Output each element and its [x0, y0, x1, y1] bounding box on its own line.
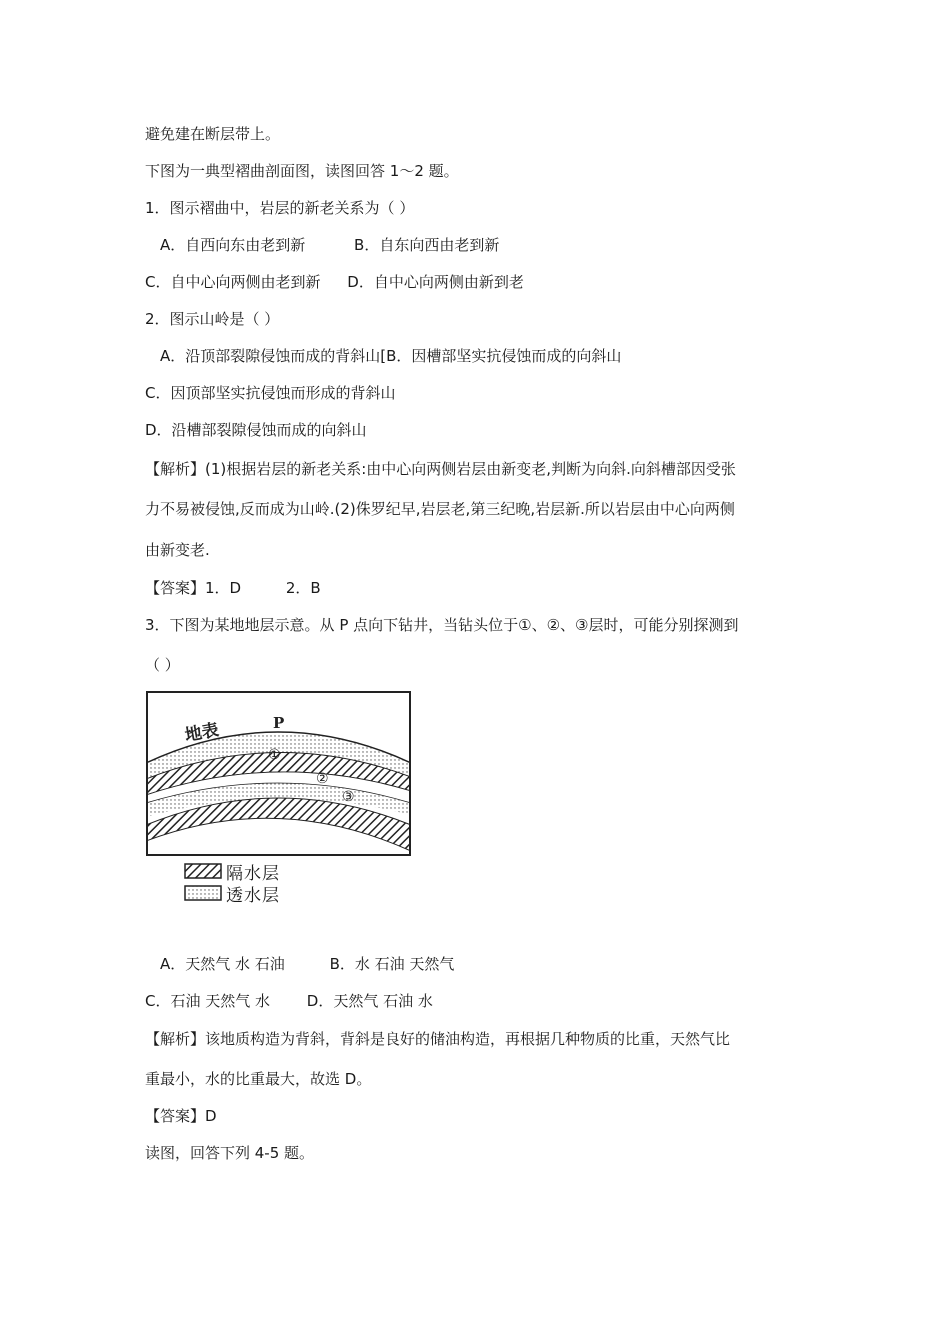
- option-c: C．自中心向两侧由老到新: [145, 273, 321, 291]
- option-d: D．自中心向两侧由新到老: [347, 273, 524, 291]
- hatch-swatch-icon: [184, 863, 222, 879]
- question-2-option-d: D．沿槽部裂隙侵蚀而成的向斜山: [145, 421, 367, 439]
- option-b: B．水 石油 天然气: [329, 955, 455, 973]
- legend: [184, 860, 280, 904]
- question-1-stem: 1．图示褶曲中，岩层的新老关系为（ ）: [145, 199, 415, 217]
- option-a: A．天然气 水 石油: [160, 955, 285, 973]
- question-3-options-ab: [160, 954, 454, 974]
- answer-1: [145, 578, 321, 598]
- explanation-1: 力不易被侵蚀,反而成为山岭.(2)侏罗纪早,岩层老,第三纪晚,岩层新.所以岩层由中心向两侧: [145, 500, 735, 518]
- text-line: 避免建在断层带上。: [145, 125, 281, 143]
- explanation-1: 由新变老.: [145, 541, 210, 559]
- answer-1-part: 【答案】1．D: [145, 579, 242, 597]
- legend-label: 隔水层: [226, 863, 280, 884]
- option-b: B．自东向西由老到新: [354, 236, 500, 254]
- question-3-options-cd: [145, 991, 433, 1011]
- layer-1-label: ①: [268, 747, 281, 763]
- question-3-stem: 3．下图为某地地层示意。从 P 点向下钻井，当钻头位于①、②、③层时，可能分别探测到: [145, 616, 739, 634]
- point-p-label: P: [273, 714, 285, 732]
- text-line: 下图为一典型褶曲剖面图，读图回答 1～2 题。: [145, 162, 459, 180]
- text-line: 读图，回答下列 4-5 题。: [145, 1144, 315, 1162]
- question-2-stem: 2．图示山岭是（ ）: [145, 310, 280, 328]
- layer-3-label: ③: [342, 789, 355, 805]
- question-3-paren: （ ）: [145, 656, 180, 674]
- explanation-1: 【解析】(1)根据岩层的新老关系:由中心向两侧岩层由新变老,判断为向斜.向斜槽部因受张: [145, 460, 736, 478]
- legend-label: 透水层: [226, 885, 280, 906]
- question-1-options-ab: [160, 235, 499, 255]
- option-c: C．石油 天然气 水: [145, 992, 271, 1010]
- question-2-options-ab: A．沿顶部裂隙侵蚀而成的背斜山[B．因槽部坚实抗侵蚀而成的向斜山: [160, 347, 622, 365]
- question-2-option-c: C．因顶部坚实抗侵蚀而形成的背斜山: [145, 384, 396, 402]
- dots-swatch-icon: [184, 885, 222, 901]
- surface-label: 地表: [183, 720, 221, 746]
- answer-3: 【答案】D: [145, 1107, 217, 1125]
- layer-2-label: ②: [316, 771, 329, 787]
- anticline-diagram: [146, 691, 411, 856]
- answer-2-part: 2．B: [285, 579, 321, 597]
- legend-item-impermeable: [184, 860, 280, 882]
- legend-item-permeable: [184, 882, 280, 904]
- explanation-3: 【解析】该地质构造为背斜，背斜是良好的储油构造，再根据几种物质的比重，天然气比: [145, 1030, 731, 1048]
- option-a: A．自西向东由老到新: [160, 236, 306, 254]
- option-d: D．天然气 石油 水: [306, 992, 433, 1010]
- explanation-3: 重最小，水的比重最大，故选 D。: [145, 1070, 372, 1088]
- question-1-options-cd: [145, 272, 524, 292]
